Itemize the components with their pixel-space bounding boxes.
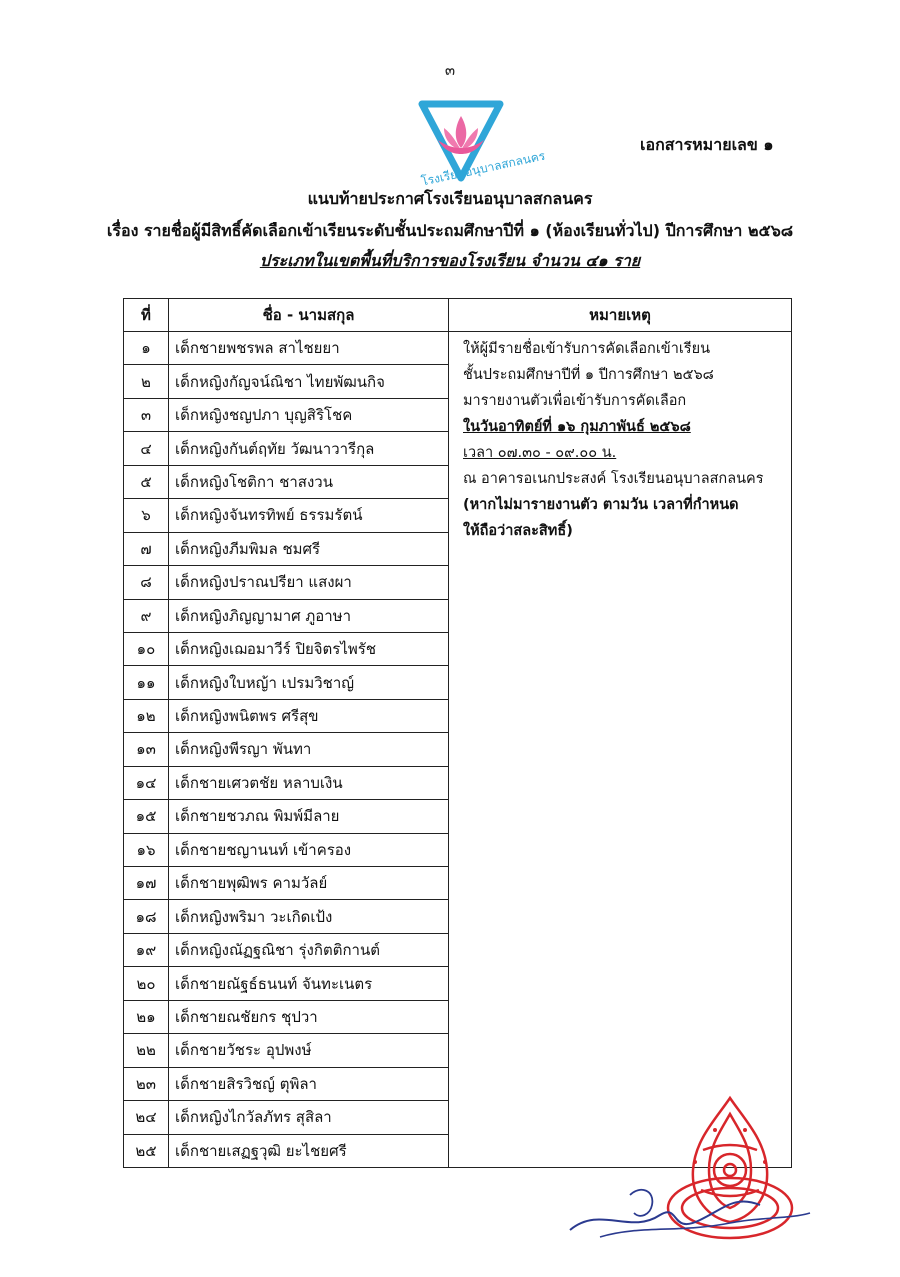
row-name: เด็กชายณชัยกร ชุปวา <box>169 1000 449 1033</box>
row-number: ๒๒ <box>124 1034 169 1067</box>
row-name: เด็กหญิงกัญจน์ณิชา ไทยพัฒนกิจ <box>169 365 449 398</box>
table-row <box>124 332 792 365</box>
remark-cell <box>449 332 792 1168</box>
row-name: เด็กชายชญานนท์ เข้าครอง <box>169 833 449 866</box>
row-number: ๑๗ <box>124 867 169 900</box>
svg-text:โรงเรียนอนุบาลสกลนคร: โรงเรียนอนุบาลสกลนคร <box>419 148 547 189</box>
remark-line: ณ อาคารอเนกประสงค์ โรงเรียนอนุบาลสกลนคร <box>463 471 764 487</box>
row-name: เด็กหญิงณัฏฐณิชา รุ่งกิตติกานต์ <box>169 933 449 966</box>
row-number: ๑๖ <box>124 833 169 866</box>
applicant-table <box>123 298 792 1168</box>
row-number: ๒๑ <box>124 1000 169 1033</box>
header-name: ชื่อ - นามสกุล <box>169 299 449 332</box>
row-number: ๑๓ <box>124 733 169 766</box>
row-number: ๒๕ <box>124 1134 169 1167</box>
row-number: ๕ <box>124 465 169 498</box>
table-body <box>124 332 792 1168</box>
row-name: เด็กหญิงกันต์ฤทัย วัฒนาวารีกุล <box>169 432 449 465</box>
row-number: ๙ <box>124 599 169 632</box>
row-name: เด็กหญิงไกวัลภัทร สุสิลา <box>169 1101 449 1134</box>
row-name: เด็กหญิงพนิตพร ศรีสุข <box>169 699 449 732</box>
row-number: ๔ <box>124 432 169 465</box>
remark-line: มารายงานตัวเพื่อเข้ารับการคัดเลือก <box>463 393 687 409</box>
heading-line-2: เรื่อง รายชื่อผู้มีสิทธิ์คัดเลือกเข้าเรียนระดับชั้นประถมศึกษาปีที่ ๑ (ห้องเรียนทั่วไป) ปีการศึกษา ๒๕๖๘ <box>106 221 794 240</box>
row-name: เด็กหญิงชญปภา บุญสิริโชค <box>169 398 449 431</box>
logo-caption <box>412 148 547 189</box>
row-number: ๘ <box>124 566 169 599</box>
row-number: ๑๘ <box>124 900 169 933</box>
row-name: เด็กชายณัฐธ์ธนนท์ จันทะเนตร <box>169 967 449 1000</box>
row-number: ๒๔ <box>124 1101 169 1134</box>
row-number: ๒ <box>124 365 169 398</box>
row-number: ๑ <box>124 332 169 365</box>
row-name: เด็กหญิงพีรญา พันทา <box>169 733 449 766</box>
row-number: ๑๔ <box>124 766 169 799</box>
page-number: ๓ <box>444 61 456 79</box>
row-number: ๑๕ <box>124 800 169 833</box>
header-remark: หมายเหตุ <box>449 299 792 332</box>
document-number: เอกสารหมายเลข ๑ <box>640 135 774 154</box>
heading-line-1: แนบท้ายประกาศโรงเรียนอนุบาลสกลนคร <box>307 189 593 208</box>
row-name: เด็กหญิงภิญญามาศ ภูอาษา <box>169 599 449 632</box>
row-name: เด็กหญิงโชติกา ชาสงวน <box>169 465 449 498</box>
row-number: ๒๓ <box>124 1067 169 1100</box>
row-name: เด็กชายเสฏฐวุฒิ ยะไชยศรี <box>169 1134 449 1167</box>
row-name: เด็กหญิงใบหญ้า เปรมวิชาญ์ <box>169 666 449 699</box>
signature <box>560 1175 820 1255</box>
row-name: เด็กชายวัชระ อุปพงษ์ <box>169 1034 449 1067</box>
row-name: เด็กหญิงจันทรทิพย์ ธรรมรัตน์ <box>169 499 449 532</box>
row-number: ๓ <box>124 398 169 431</box>
row-number: ๖ <box>124 499 169 532</box>
remark-line: เวลา ๐๗.๓๐ - ๐๙.๐๐ น. <box>463 445 617 461</box>
remark-line: ให้ผู้มีรายชื่อเข้ารับการคัดเลือกเข้าเรียน <box>463 341 710 357</box>
row-number: ๑๐ <box>124 632 169 665</box>
row-name: เด็กหญิงภีมพิมล ชมศรี <box>169 532 449 565</box>
remark-line: ชั้นประถมศึกษาปีที่ ๑ ปีการศึกษา ๒๕๖๘ <box>463 367 714 383</box>
table-header-row <box>124 299 792 332</box>
row-name: เด็กชายชวภณ พิมพ์มีลาย <box>169 800 449 833</box>
row-name: เด็กชายเศวตชัย หลาบเงิน <box>169 766 449 799</box>
row-name: เด็กหญิงพริมา วะเกิดเป้ง <box>169 900 449 933</box>
remark-line: ในวันอาทิตย์ที่ ๑๖ กุมภาพันธ์ ๒๕๖๘ <box>463 419 691 435</box>
row-name: เด็กหญิงปราณปรียา แสงผา <box>169 566 449 599</box>
remark-line: (หากไม่มารายงานตัว ตามวัน เวลาที่กำหนด <box>463 497 739 513</box>
header-number: ที่ <box>124 299 169 332</box>
row-number: ๗ <box>124 532 169 565</box>
row-name: เด็กชายพุฒิพร คามวัลย์ <box>169 867 449 900</box>
row-name: เด็กหญิงเฌอมาวีร์ ปิยจิตรไพรัช <box>169 632 449 665</box>
row-name: เด็กชายพชรพล สาไชยยา <box>169 332 449 365</box>
row-number: ๑๑ <box>124 666 169 699</box>
row-number: ๑๒ <box>124 699 169 732</box>
row-number: ๑๙ <box>124 933 169 966</box>
row-name: เด็กชายสิรวิชญ์ ตุพิลา <box>169 1067 449 1100</box>
remark-line: ให้ถือว่าสละสิทธิ์) <box>463 523 573 539</box>
row-number: ๒๐ <box>124 967 169 1000</box>
heading-line-3: ประเภทในเขตพื้นที่บริการของโรงเรียน จำนวน ๔๑ ราย <box>259 251 641 270</box>
